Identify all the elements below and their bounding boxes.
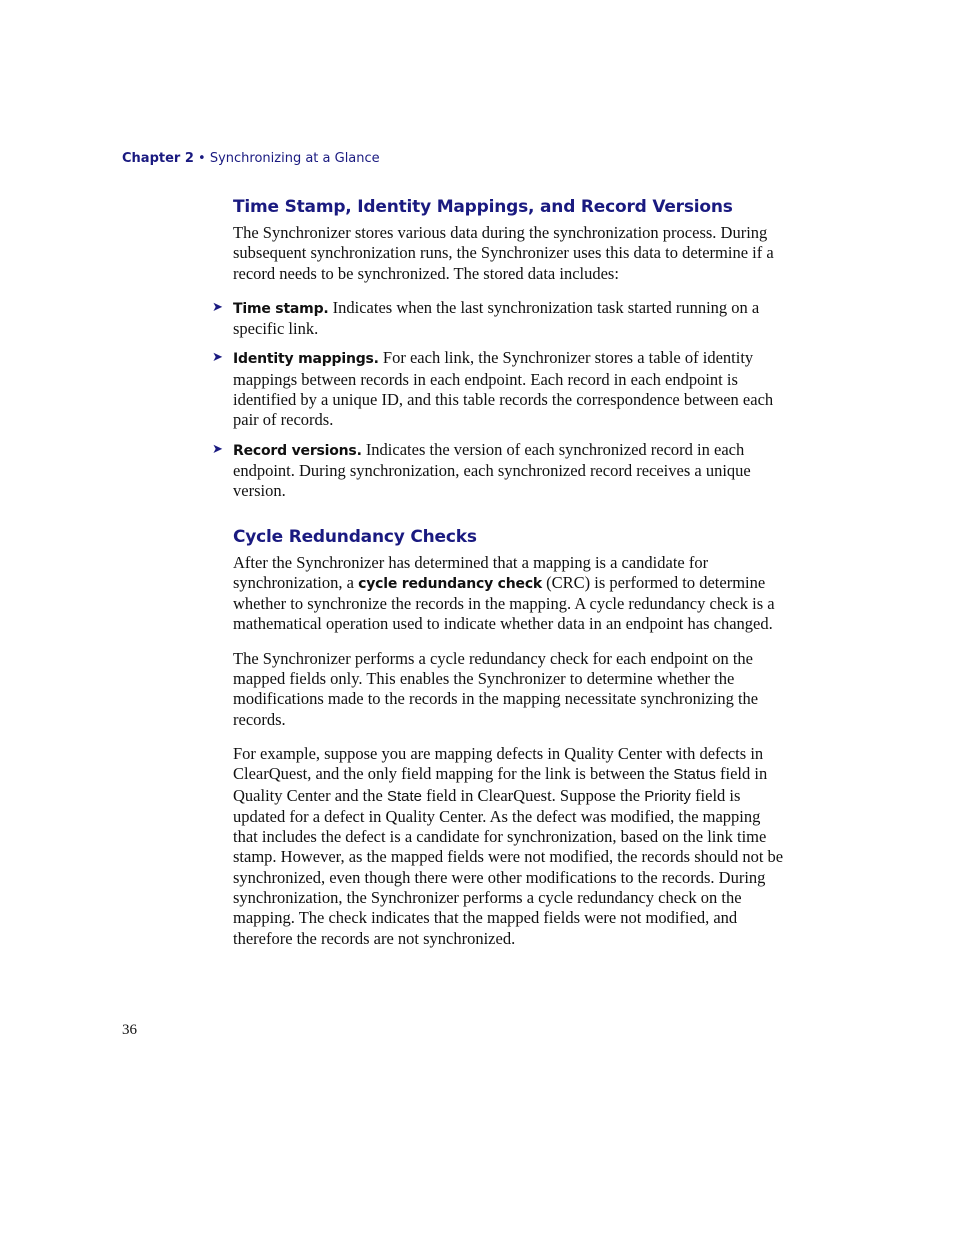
running-head-separator: • — [193, 151, 210, 166]
running-head — [122, 151, 380, 166]
section-heading-crc: Cycle Redundancy Checks — [233, 526, 477, 547]
term-crc: cycle redundancy check — [358, 575, 543, 592]
field-name-priority: Priority — [644, 787, 691, 805]
running-head-title: Synchronizing at a Glance — [209, 151, 380, 166]
section1-intro: The Synchronizer stores various data during the synchronization process. During subsequent synchronization runs, the Synchronizer uses this data to determine if a record needs to be synchronized. The stored data includes: — [233, 223, 774, 283]
crc-paragraph-2: The Synchronizer performs a cycle redundancy check for each endpoint on the mapped fields only. This enables the Synchronizer to determine whether the modifications made to the records in the mapping necessitate synchronizing the records. — [233, 648, 759, 729]
crc-paragraph-1 — [233, 553, 785, 635]
term-time-stamp: Time stamp. — [233, 300, 329, 317]
text-time-stamp: Indicates when the last synchronization task started running on a specific link. — [233, 297, 760, 339]
main-content — [212, 196, 785, 963]
crc-p3-a: For example, suppose you are mapping defects in Quality Center with defects in ClearQuest, and the only field mapping for the link is between the — [233, 743, 764, 784]
list-item-identity-mappings — [212, 348, 785, 430]
page-number: 36 — [122, 1022, 137, 1038]
crc-p1-b: (CRC) is performed to determine whether to synchronize the records in the mapping. A cycle redundancy check is a mathematical operation used to indicate whether data in an endpoint has changed. — [233, 572, 775, 634]
list-item-record-versions — [212, 439, 785, 502]
field-name-state: State — [386, 787, 422, 805]
term-record-versions: Record versions. — [233, 442, 362, 459]
text-identity-mappings: For each link, the Synchronizer stores a table of identity mappings between records in each endpoint. Each record in each endpoint is identified by a unique ID, and this table records the correspondence between each pair of records. — [233, 348, 774, 430]
arrow-bullet-icon: ➤ — [212, 299, 223, 315]
arrow-bullet-icon: ➤ — [212, 441, 223, 457]
running-head-chapter: Chapter 2 — [122, 151, 194, 166]
list-item-time-stamp — [212, 297, 785, 340]
section-heading-time-stamp: Time Stamp, Identity Mappings, and Record Versions — [233, 197, 733, 217]
crc-p1-a: After the Synchronizer has determined that a mapping is a candidate for synchronization, a — [233, 552, 709, 592]
crc-p3-d: field is updated for a defect in Quality Center. As the defect was modified, the mapping that includes the defect is a candidate for synchronization, based on the link time stamp. However, as the mapped fields were not modified, the records should not be synchronized, even though there were other modifications to the records. During synchronization, the Synchronizer performs a cycle redundancy check on the mapping. The check indicates that the mapped fields were not modified, and therefore the records are not synchronized. — [233, 785, 784, 948]
crc-p3-b: field in Quality Center and the — [233, 764, 768, 805]
text-record-versions: Indicates the version of each synchronized record in each endpoint. During synchronization, each synchronized record receives a unique version. — [233, 439, 751, 501]
crc-p3-c: field in ClearQuest. Suppose the — [422, 785, 645, 805]
crc-paragraph-3 — [233, 744, 785, 949]
arrow-bullet-icon: ➤ — [212, 350, 223, 366]
field-name-status: Status — [673, 766, 716, 784]
term-identity-mappings: Identity mappings. — [233, 351, 379, 368]
stored-data-list — [212, 297, 785, 502]
